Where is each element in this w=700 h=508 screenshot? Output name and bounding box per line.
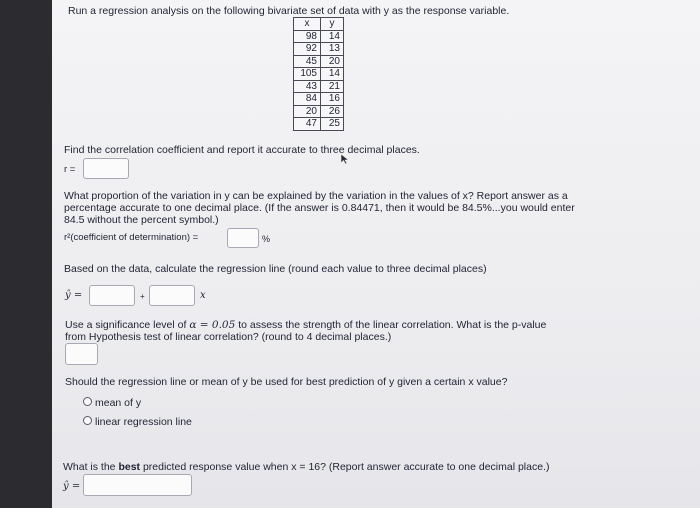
q4-prompt-part1: Use a significance level of	[65, 319, 190, 331]
table-row	[294, 55, 344, 68]
option-linear-regression-line[interactable]: linear regression line	[95, 416, 192, 428]
cell-x: 45	[294, 55, 321, 68]
cell-y: 20	[321, 55, 344, 68]
correlation-coefficient-input[interactable]	[83, 158, 129, 179]
yhat-label: ŷ =	[65, 290, 83, 301]
q5-prompt: Should the regression line or mean of y be used for best prediction of y given a certain x value?	[65, 376, 508, 388]
q6-prompt-bold: best	[118, 461, 141, 473]
q6-label: ŷ =	[63, 481, 81, 492]
q2-label: r²(coefficient of determination) =	[64, 232, 199, 243]
cell-x: 84	[294, 93, 321, 106]
cell-y: 25	[321, 118, 344, 131]
cell-y: 14	[321, 30, 344, 43]
table-row	[294, 118, 344, 131]
q6-prompt	[63, 461, 550, 473]
left-edge-shadow	[0, 0, 52, 508]
question-page	[52, 0, 700, 508]
radio-mean-of-y[interactable]	[83, 397, 92, 406]
cell-x: 92	[294, 43, 321, 56]
q2-prompt: What proportion of the variation in y can be explained by the variation in the values of x? Report answer as a percentage accurate to one decimal place. (If the answer is 0.84471, then it would be 84.5%...you would enter 84.5 without the percent symbol.)	[64, 190, 575, 226]
option-mean-of-y[interactable]: mean of y	[95, 397, 142, 409]
plus-sign: +	[140, 292, 145, 301]
cell-y: 26	[321, 105, 344, 118]
cell-x: 43	[294, 80, 321, 93]
p-value-input[interactable]	[65, 343, 98, 365]
x-variable: x	[200, 290, 206, 301]
regression-intercept-input[interactable]	[89, 285, 135, 306]
mouse-cursor-icon	[340, 153, 350, 165]
cell-y: 13	[321, 43, 344, 56]
table-header-row	[294, 18, 344, 31]
cell-x: 20	[294, 105, 321, 118]
table-row	[294, 68, 344, 81]
q1-label: r =	[64, 164, 76, 175]
header-y: y	[321, 18, 344, 31]
q4-prompt-part2: to assess the strength of the linear correlation. What is the p-value	[235, 319, 547, 331]
predicted-response-input[interactable]	[83, 474, 192, 496]
intro-text: Run a regression analysis on the following bivariate set of data with y as the response variable.	[68, 5, 510, 17]
table-row	[294, 80, 344, 93]
cell-y: 16	[321, 93, 344, 106]
cell-x: 47	[294, 118, 321, 131]
cell-y: 21	[321, 80, 344, 93]
cell-x: 98	[294, 30, 321, 43]
table-row	[294, 30, 344, 43]
q6-prompt-post: predicted response value when x = 16? (Report answer accurate to one decimal place.)	[140, 461, 550, 473]
data-table	[293, 17, 344, 131]
q4-prompt	[65, 319, 546, 331]
q3-prompt: Based on the data, calculate the regression line (round each value to three decimal places)	[64, 263, 487, 275]
cell-y: 14	[321, 68, 344, 81]
header-x: x	[294, 18, 321, 31]
cell-x: 105	[294, 68, 321, 81]
q4-prompt-line2: from Hypothesis test of linear correlation? (round to 4 decimal places.)	[65, 331, 392, 343]
q1-prompt: Find the correlation coefficient and report it accurate to three decimal places.	[64, 144, 420, 156]
alpha-value: α = 0.05	[189, 319, 236, 331]
percent-suffix: %	[262, 234, 271, 244]
q6-prompt-pre: What is the	[63, 461, 119, 473]
table-row	[294, 43, 344, 56]
radio-linear-regression-line[interactable]	[83, 416, 92, 425]
coefficient-of-determination-input[interactable]	[227, 228, 259, 248]
table-row	[294, 105, 344, 118]
table-row	[294, 93, 344, 106]
regression-slope-input[interactable]	[149, 285, 195, 306]
